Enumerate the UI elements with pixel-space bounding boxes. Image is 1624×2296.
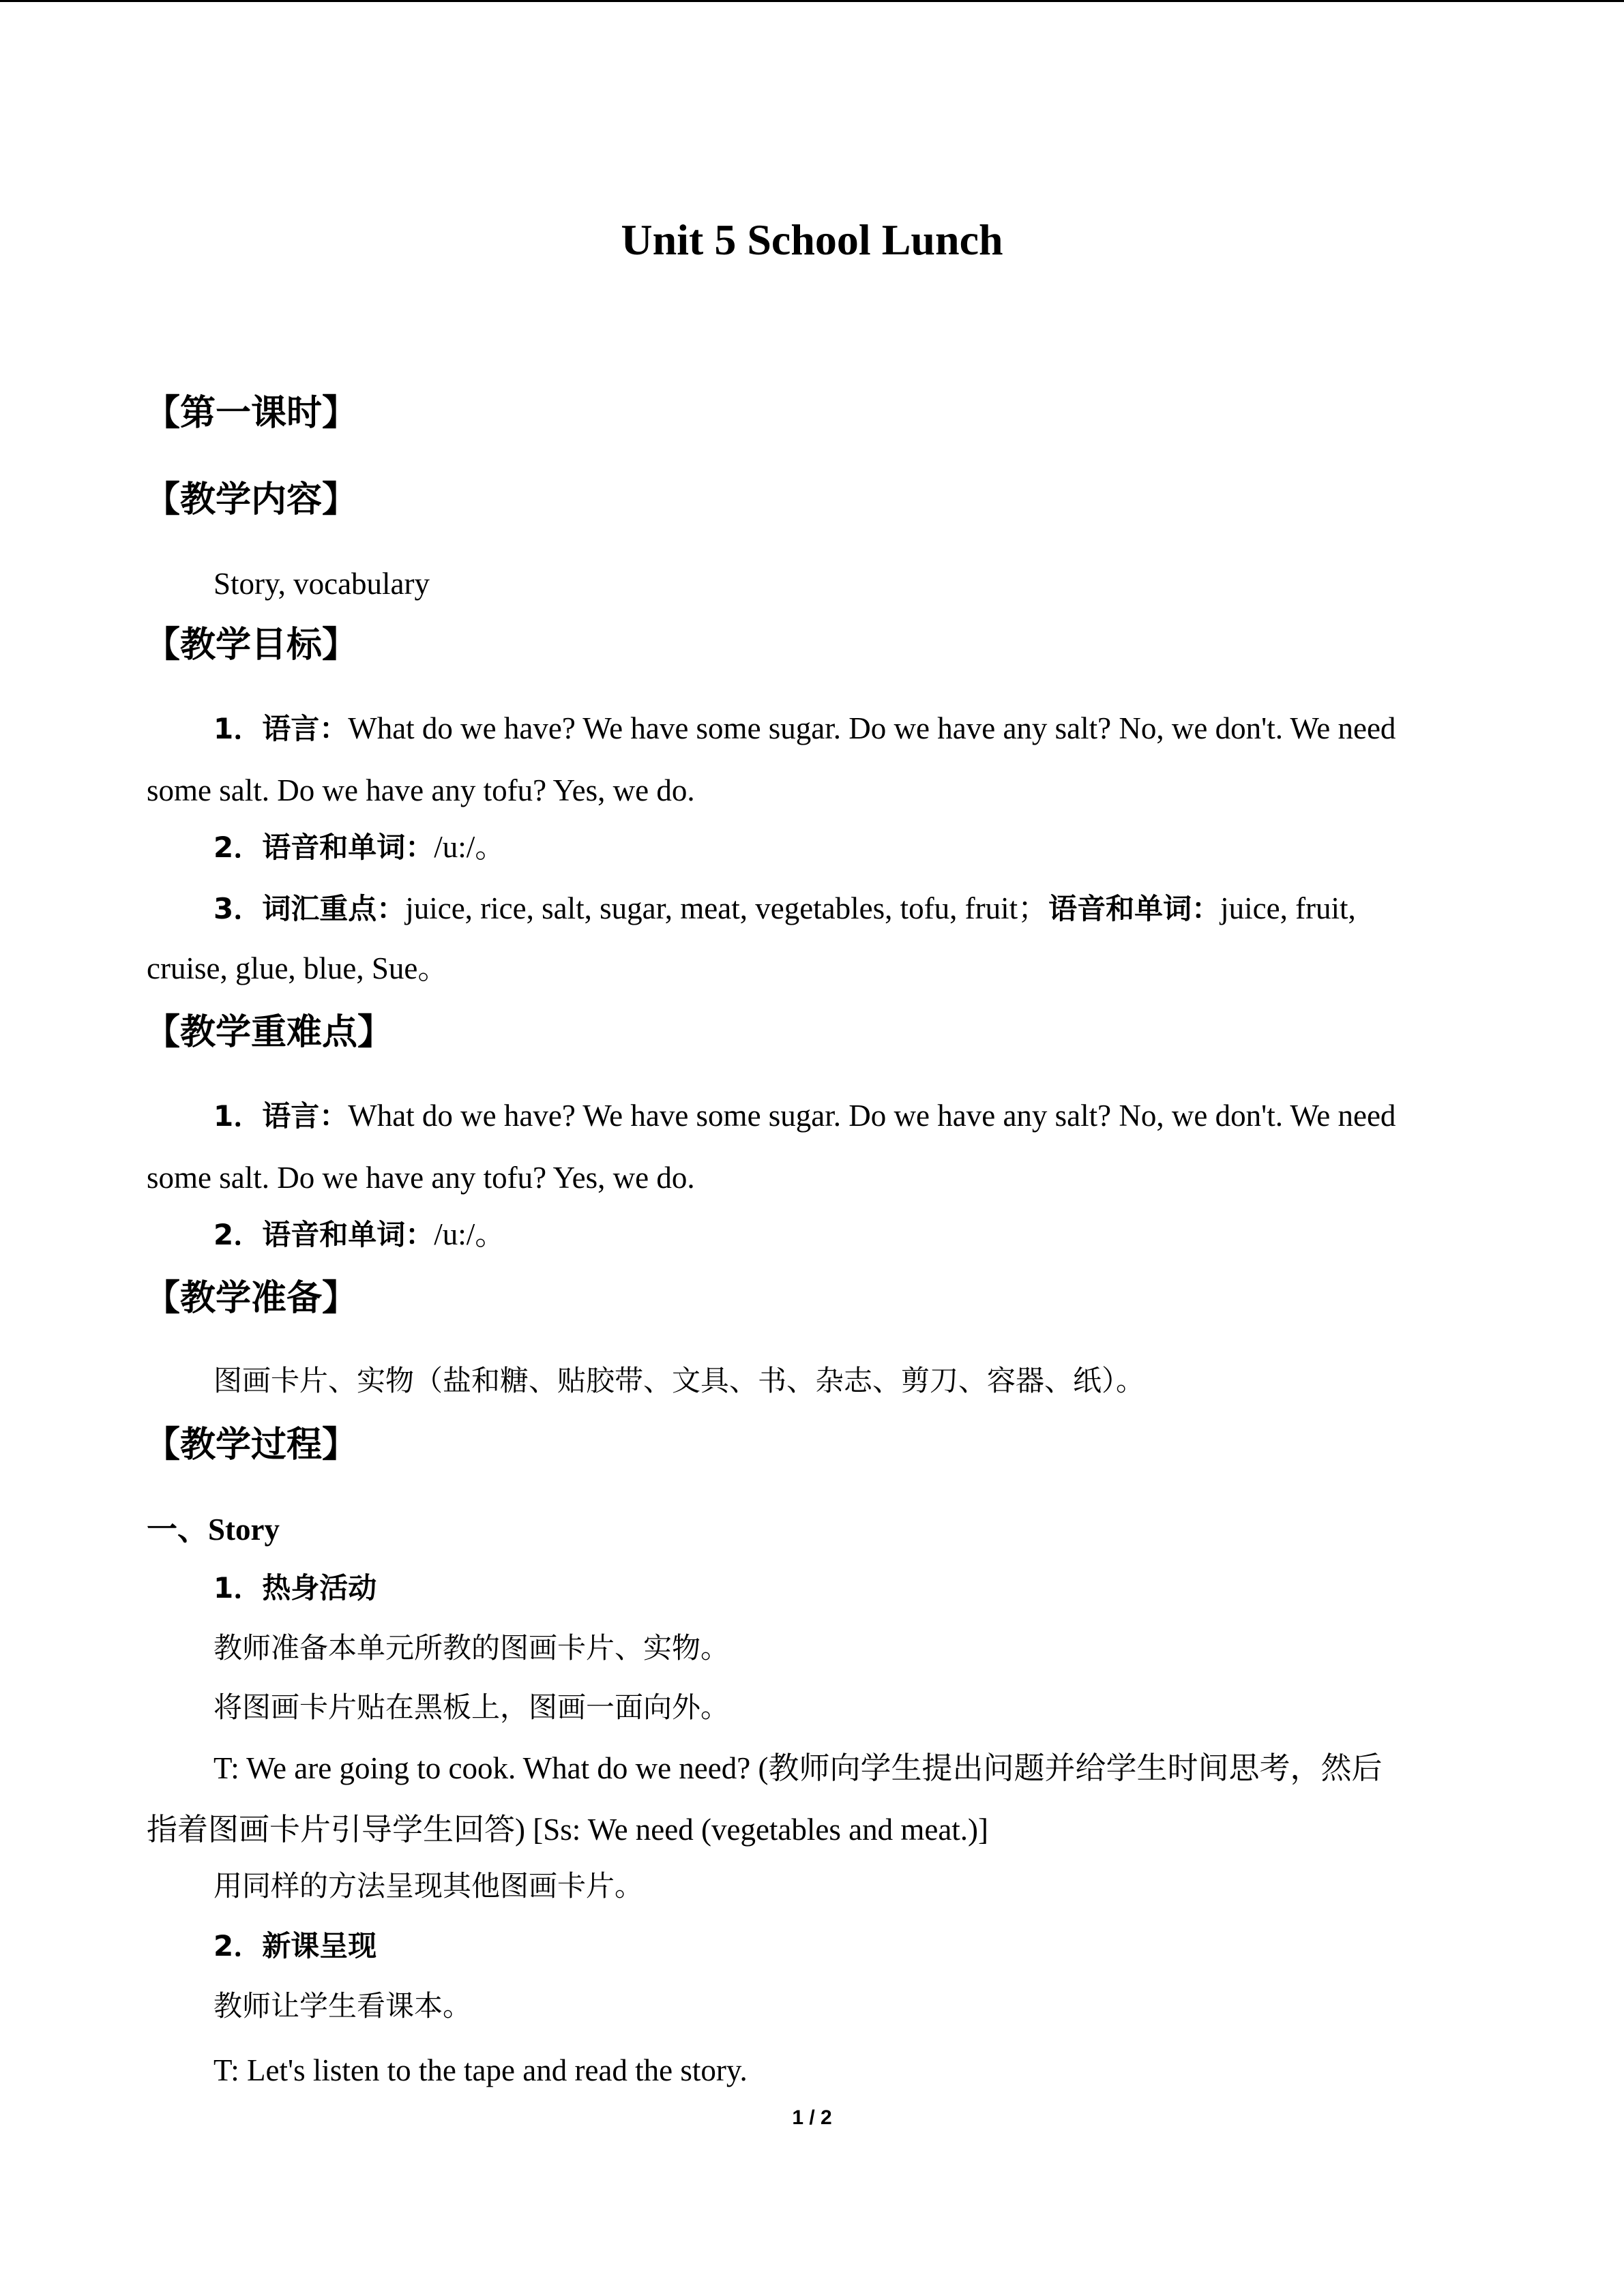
- objective-3-text: juice, rice, salt, sugar, meat, vegetables, tofu, fruit；: [405, 891, 1049, 925]
- objective-item-2: [213, 826, 505, 868]
- page-number: 1 / 2: [792, 2106, 832, 2129]
- objective-2-label: 2．语音和单词：: [213, 831, 434, 864]
- objective-3-label: 3．词汇重点：: [213, 892, 406, 925]
- key-point-2-label: 2．语音和单词：: [213, 1218, 434, 1251]
- process-line-6: T: Let's listen to the tape and read the story.: [213, 2053, 748, 2087]
- key-point-item-2: [213, 1214, 505, 1255]
- process-line-3-continued: 指着图画卡片引导学生回答) [Ss: We need (vegetables and meat.)]: [147, 1813, 989, 1847]
- preparation-text: 图画卡片、实物（盐和糖、贴胶带、文具、书、杂志、剪刀、容器、纸）。: [213, 1364, 1145, 1397]
- process-line-1: 教师准备本单元所教的图画卡片、实物。: [213, 1631, 730, 1665]
- key-point-item-1-continued: some salt. Do we have any tofu? Yes, we do.: [147, 1161, 695, 1195]
- heading-key-points: 【教学重难点】: [145, 1012, 394, 1053]
- content-text: Story, vocabulary: [213, 567, 430, 601]
- document-title: Unit 5 School Lunch: [621, 215, 1003, 264]
- objective-1-text: What do we have? We have some sugar. Do we have any salt? No, we don't. We need: [348, 711, 1396, 745]
- process-line-2: 将图画卡片贴在黑板上，图画一面向外。: [213, 1690, 730, 1724]
- process-line-5: 教师让学生看课本。: [213, 1989, 472, 2023]
- process-step-1: 1．热身活动: [213, 1571, 377, 1605]
- objective-2-text: /u:/。: [434, 830, 506, 864]
- heading-content: 【教学内容】: [145, 479, 358, 520]
- process-section-1: 一、Story: [147, 1512, 280, 1547]
- objective-item-1: [213, 708, 1396, 749]
- process-line-3: T: We are going to cook. What do we need? (教师向学生提出问题并给学生时间思考，然后: [213, 1751, 1383, 1785]
- objective-item-1-continued: some salt. Do we have any tofu? Yes, we do.: [147, 773, 695, 807]
- key-point-1-label: 1．语言：: [213, 1099, 349, 1133]
- heading-lesson: 【第一课时】: [145, 393, 358, 434]
- objective-3-text-2: juice, fruit,: [1220, 891, 1356, 925]
- objective-item-3-continued: cruise, glue, blue, Sue。: [147, 951, 449, 985]
- process-step-2: 2．新课呈现: [213, 1929, 377, 1963]
- process-line-4: 用同样的方法呈现其他图画卡片。: [213, 1869, 644, 1903]
- heading-process: 【教学过程】: [145, 1425, 358, 1465]
- key-point-1-text: What do we have? We have some sugar. Do we have any salt? No, we don't. We need: [348, 1099, 1396, 1133]
- key-point-2-text: /u:/。: [434, 1217, 506, 1251]
- objective-item-3: [213, 888, 1356, 929]
- heading-preparation: 【教学准备】: [145, 1278, 358, 1319]
- objective-3-label-2: 语音和单词：: [1048, 892, 1221, 925]
- heading-objectives: 【教学目标】: [145, 625, 358, 666]
- objective-1-label: 1．语言：: [213, 712, 349, 745]
- key-point-item-1: [213, 1095, 1396, 1137]
